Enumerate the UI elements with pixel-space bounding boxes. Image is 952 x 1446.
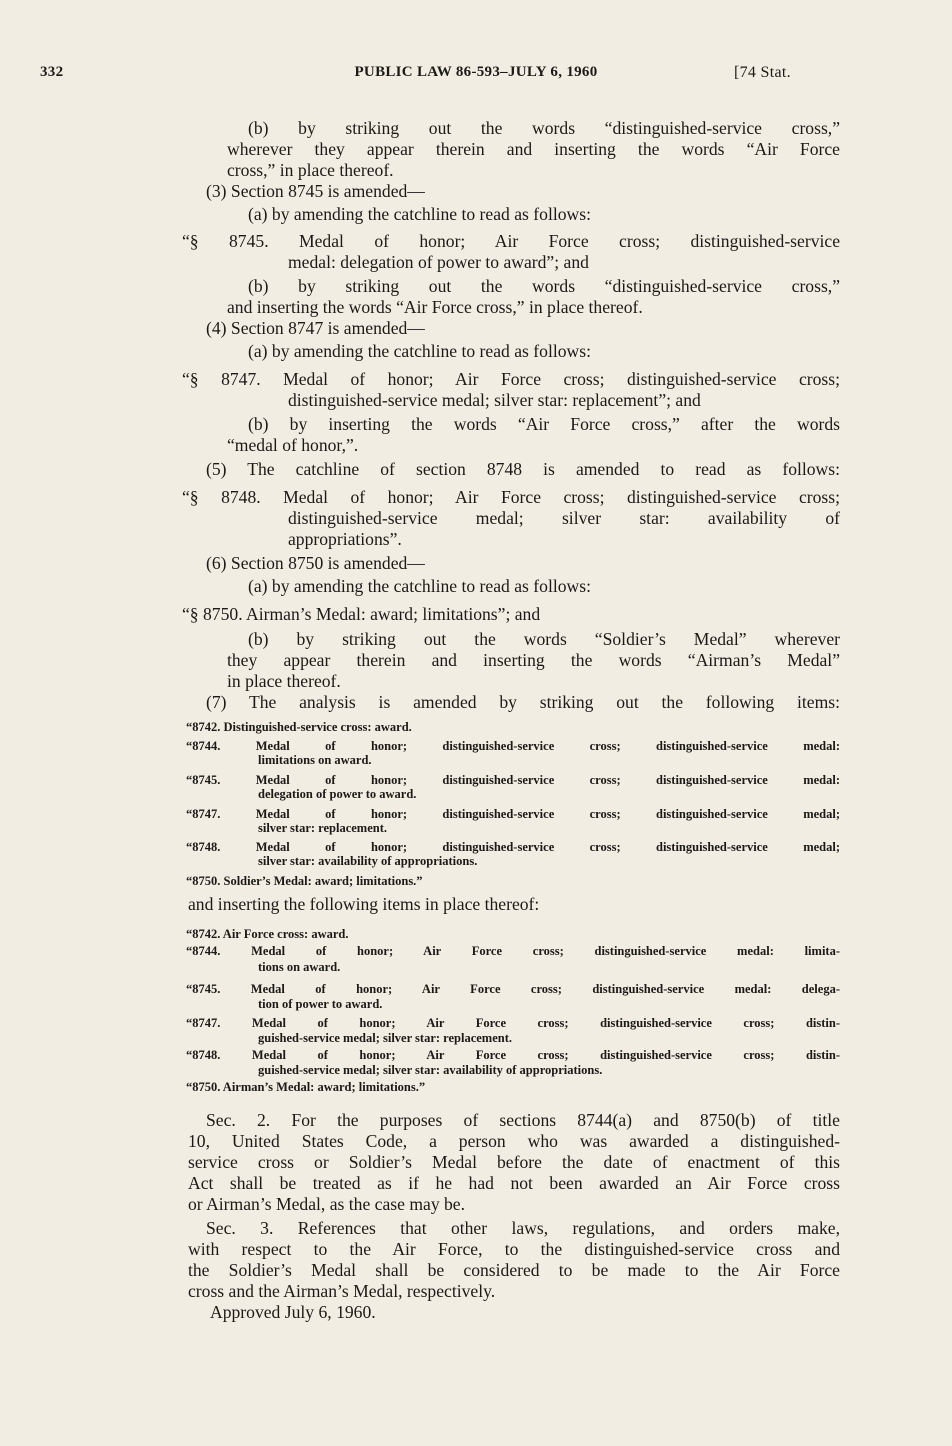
text-line: wherever they appear therein and inserting the words “Air Force — [227, 139, 840, 159]
analysis-item: guished-service medal; silver star: replacement. — [258, 1031, 512, 1045]
analysis-item: “8747. Medal of honor; distinguished-service cross; distinguished-service medal; — [186, 807, 840, 821]
text-line: cross and the Airman’s Medal, respectively. — [188, 1281, 496, 1301]
analysis-item: “8742. Distinguished-service cross: award. — [186, 720, 412, 734]
page-header-title: PUBLIC LAW 86-593–JULY 6, 1960 — [354, 64, 598, 80]
text-line: (6) Section 8750 is amended— — [206, 553, 425, 573]
analysis-item: tion of power to award. — [258, 997, 383, 1011]
text-line: “§ 8748. Medal of honor; Air Force cross; distinguished-service cross; — [182, 487, 840, 507]
text-line: 10, United States Code, a person who was awarded a distinguished- — [188, 1131, 840, 1151]
text-line: and inserting the words “Air Force cross,” in place thereof. — [227, 297, 643, 317]
analysis-item: “8745. Medal of honor; distinguished-service cross; distinguished-service medal: — [186, 773, 840, 787]
analysis-item: “8750. Airman’s Medal: award; limitations.” — [186, 1080, 426, 1094]
text-line: with respect to the Air Force, to the distinguished-service cross and — [188, 1239, 840, 1259]
text-line: (a) by amending the catchline to read as follows: — [248, 341, 591, 361]
text-line: (7) The analysis is amended by striking out the following items: — [206, 692, 840, 712]
text-line: “§ 8747. Medal of honor; Air Force cross; distinguished-service cross; — [182, 369, 840, 389]
text-line: Sec. 3. References that other laws, regulations, and orders make, — [206, 1218, 840, 1238]
analysis-item: “8748. Medal of honor; Air Force cross; distinguished-service cross; distin- — [186, 1048, 840, 1062]
analysis-item: limitations on award. — [258, 753, 372, 767]
text-line: (5) The catchline of section 8748 is amended to read as follows: — [206, 459, 840, 479]
analysis-item: guished-service medal; silver star: availability of appropriations. — [258, 1063, 603, 1077]
analysis-item: “8748. Medal of honor; distinguished-service cross; distinguished-service medal; — [186, 840, 840, 854]
analysis-item: silver star: replacement. — [258, 821, 388, 835]
analysis-item: delegation of power to award. — [258, 787, 417, 801]
text-line: (b) by striking out the words “distinguished-service cross,” — [248, 276, 840, 296]
analysis-item: tions on award. — [258, 960, 341, 974]
analysis-item: silver star: availability of appropriations. — [258, 854, 478, 868]
analysis-item: “8742. Air Force cross: award. — [186, 927, 349, 941]
text-line: (3) Section 8745 is amended— — [206, 181, 425, 201]
text-line: “§ 8750. Airman’s Medal: award; limitations”; and — [182, 604, 541, 624]
text-line: (4) Section 8747 is amended— — [206, 318, 425, 338]
analysis-item: “8747. Medal of honor; Air Force cross; distinguished-service cross; distin- — [186, 1016, 840, 1030]
text-line: distinguished-service medal; silver star: replacement”; and — [288, 390, 701, 410]
text-line: distinguished-service medal; silver star: availability of — [288, 508, 840, 528]
text-line: cross,” in place thereof. — [227, 160, 394, 180]
text-line: (a) by amending the catchline to read as follows: — [248, 576, 591, 596]
page-number: 332 — [40, 64, 64, 80]
text-line: “§ 8745. Medal of honor; Air Force cross; distinguished-service — [182, 231, 840, 251]
text-line: service cross or Soldier’s Medal before the date of enactment of this — [188, 1152, 840, 1172]
analysis-item: “8744. Medal of honor; Air Force cross; distinguished-service medal: limita- — [186, 944, 840, 958]
text-line: (a) by amending the catchline to read as follows: — [248, 204, 591, 224]
analysis-item: “8750. Soldier’s Medal: award; limitations.” — [186, 874, 423, 888]
text-line: in place thereof. — [227, 671, 341, 691]
text-line: the Soldier’s Medal shall be considered to be made to the Air Force — [188, 1260, 840, 1280]
analysis-item: “8744. Medal of honor; distinguished-service cross; distinguished-service medal: — [186, 739, 840, 753]
analysis-item: “8745. Medal of honor; Air Force cross; distinguished-service medal: delega- — [186, 982, 840, 996]
text-line: Act shall be treated as if he had not been awarded an Air Force cross — [188, 1173, 840, 1193]
text-line: “medal of honor,”. — [227, 435, 359, 455]
text-line: and inserting the following items in place thereof: — [188, 894, 540, 914]
text-line: they appear therein and inserting the words “Airman’s Medal” — [227, 650, 840, 670]
text-line: or Airman’s Medal, as the case may be. — [188, 1194, 466, 1214]
text-line: (b) by inserting the words “Air Force cross,” after the words — [248, 414, 840, 434]
text-line: (b) by striking out the words “Soldier’s Medal” wherever — [248, 629, 840, 649]
text-line: Sec. 2. For the purposes of sections 8744(a) and 8750(b) of title — [206, 1110, 840, 1130]
text-line: (b) by striking out the words “distinguished-service cross,” — [248, 118, 840, 138]
text-line: medal: delegation of power to award”; and — [288, 252, 589, 272]
volume-reference: [74 Stat. — [734, 64, 791, 81]
approval-date: Approved July 6, 1960. — [210, 1302, 376, 1322]
text-line: appropriations”. — [288, 529, 402, 549]
